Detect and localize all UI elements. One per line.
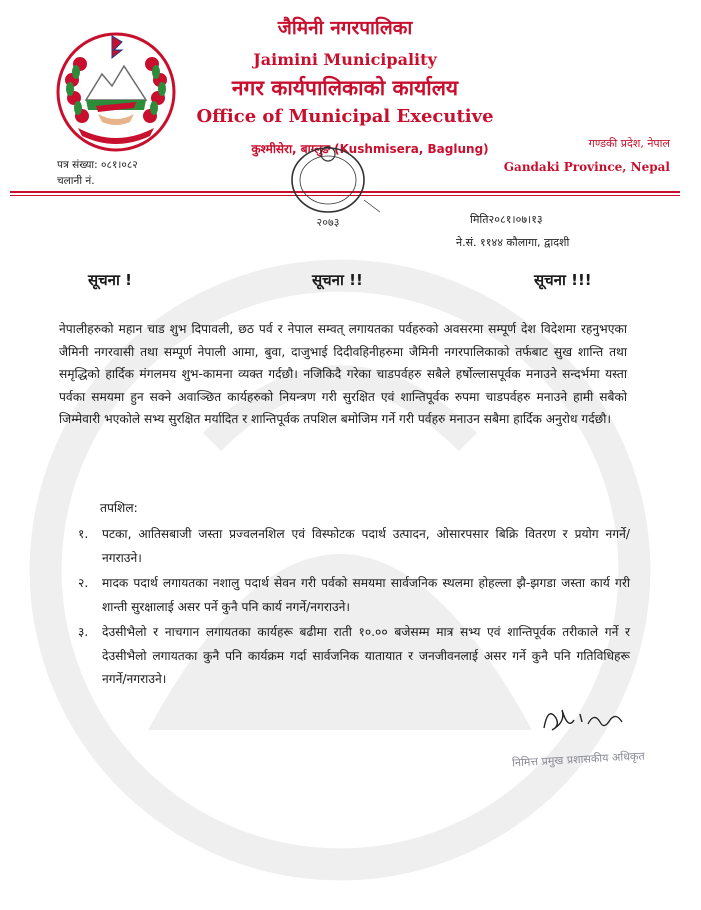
nepal-emblem-icon [52,28,180,156]
notice-heading-2: सूचना !! [312,271,363,289]
municipality-name-english: Jaimini Municipality [253,50,437,69]
officer-title: निमित्त प्रमुख प्रशासकीय अधिकृत [511,749,645,770]
list-item [78,572,630,619]
list-item-number: १. [78,527,89,541]
notice-body: नेपालीहरुको महान चाड शुभ दिपावली, छठ पर्व र नेपाल सम्वत् लगायतका पर्वहरुको अवसरमा सम्पूर्ण देश विदेशमा रहनुभएका जैमिनी नगरवासी तथा सम्पूर्ण नेपाली आमा, बुवा, दाजुभाई दिदीवहिनीहरुमा जैमिनी नगरपालिकाको तर्फबाट सुख शान्ति तथा समृद्धिको हार्दिक मंगलमय शुभ-कामना व्यक्त गर्दछौ। नजिकिदै गरेका चाडपर्वहरु सबैले हर्षोल्लासपूर्वक मनाउने सन्दर्भमा यस्ता पर्वका समयमा हुन सक्ने अवाञ्छित कार्यहरुको नियन्त्रण गरी सुरक्षित एवं शान्तिपूर्वक रुपमा चाडपर्वहरु मनाउने हामी सबैको जिम्मेवारी भएकोले सभ्य सुरक्षित मर्यादित र शान्तिपूर्वक तपशिल बमोजिम गर्ने गरी पर्वहरु मनाउन सबैमा हार्दिक अनुरोध गर्दछौ। [59,322,627,427]
officer-signature-icon [538,700,628,740]
office-name-nepali: नगर कार्यपालिकाको कार्यालय [231,76,459,100]
office-stamp-icon [280,140,380,240]
office-name-english: Office of Municipal Executive [196,106,494,127]
dispatch-number: चलानी नं. [57,175,95,187]
date-nepal-sambat: ने.सं. ११४४ कौलागा, द्वादशी [456,236,570,249]
details-label: तपशिल: [100,501,138,515]
office-address: कुश्मीसेरा, बाग्लुङ (Kushmisera, Baglung) [251,142,489,156]
details-list [78,523,630,694]
notice-heading-1: सूचना ! [88,271,132,289]
svg-text:२०७३: २०७३ [316,216,340,229]
letter-reference-number: पत्र संख्या: ०८१।०८२ [57,159,138,171]
list-item-text: पटका, आतिसबाजी जस्ता प्रज्वलनशिल एवं विस्फोटक पदार्थ उत्पादन, ओसारपसार बिक्रि वितरण र प्रयोग नगर्ने/नगराउने। [102,527,630,565]
list-item [78,621,630,692]
date-bs: मिति२०८१।०७।१३ [470,213,543,226]
municipality-name-nepali: जैमिनी नगरपालिका [277,17,413,39]
list-item-number: २. [78,576,89,590]
province-english: Gandaki Province, Nepal [503,160,670,174]
list-item-text: देउसीभैलो र नाचगान लगायतका कार्यहरू बढीमा राती १०.०० बजेसम्म मात्र सभ्य एवं शान्तिपूर्वक तरीकाले गर्ने र देउसीभैलो लगायतका कुनै पनि कार्यक्रम गर्दा सार्वजनिक यातायात र जनजीवनलाई असर गर्ने कुनै पनि गतिविधिहरू नगर्ने/नगराउने। [102,625,630,686]
notice-heading-3: सूचना !!! [534,271,592,289]
list-item [78,523,630,570]
list-item-number: ३. [78,625,89,639]
list-item-text: मादक पदार्थ लगायतका नशालु पदार्थ सेवन गरी पर्वको समयमा सार्वजनिक स्थलमा होहल्ला झै-झगडा जस्ता कार्य गरी शान्ती सुरक्षालाई असर पर्ने कुनै पनि कार्य नगर्ने/नगराउने। [102,576,630,614]
province-nepali: गण्डकी प्रदेश, नेपाल [588,137,670,150]
